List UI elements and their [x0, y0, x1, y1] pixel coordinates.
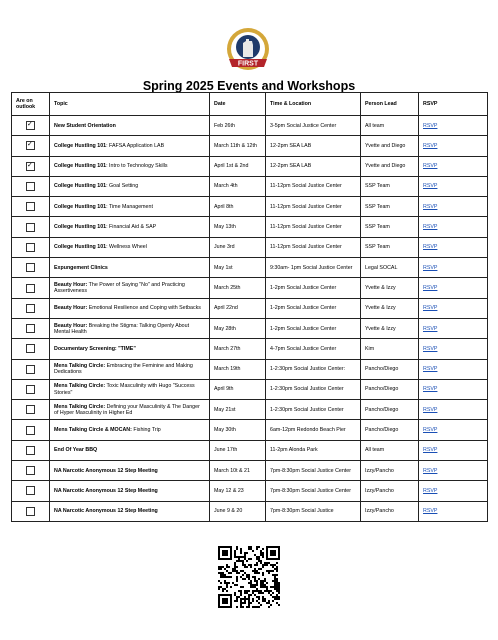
table-row: [12, 359, 488, 379]
topic-title: College Hustling 101: [54, 224, 107, 231]
rsvp-cell: [419, 481, 488, 501]
person-lead-cell: Yvette and Diego: [361, 136, 419, 156]
outlook-cell: [12, 258, 50, 278]
topic-subtitle: Toxic Masculinity with Hugo "Success Stories": [54, 383, 195, 396]
table-row: [12, 318, 488, 338]
outlook-cell: [12, 318, 50, 338]
table-header-row: [12, 93, 488, 116]
topic-title: NA Narcotic Anonymous 12 Step Meeting: [54, 467, 158, 474]
rsvp-link[interactable]: RSVP: [423, 122, 438, 129]
outlook-cell: [12, 176, 50, 196]
empty-checkbox[interactable]: [26, 405, 35, 414]
table-row: [12, 339, 488, 359]
topic-cell: [50, 501, 210, 521]
table-row: [12, 197, 488, 217]
topic-cell: [50, 156, 210, 176]
rsvp-cell: [419, 136, 488, 156]
topic-cell: [50, 136, 210, 156]
outlook-cell: [12, 400, 50, 420]
date-cell: May 21st: [210, 400, 266, 420]
empty-checkbox[interactable]: [26, 344, 35, 353]
rsvp-cell: [419, 359, 488, 379]
person-lead-cell: SSP Team: [361, 237, 419, 257]
date-cell: Feb 26th: [210, 116, 266, 136]
time-location-cell: 1-2pm Social Justice Center: [266, 278, 361, 298]
date-cell: June 3rd: [210, 237, 266, 257]
table-row: [12, 136, 488, 156]
date-cell: April 1st & 2nd: [210, 156, 266, 176]
column-header: Time & Location: [266, 93, 361, 116]
time-location-cell: 11-12pm Social Justice Center: [266, 176, 361, 196]
rsvp-cell: [419, 278, 488, 298]
empty-checkbox[interactable]: [26, 182, 35, 191]
topic-cell: [50, 237, 210, 257]
rsvp-link[interactable]: RSVP: [423, 183, 438, 190]
topic-cell: [50, 400, 210, 420]
empty-checkbox[interactable]: [26, 243, 35, 252]
time-location-cell: 1-2pm Social Justice Center: [266, 318, 361, 338]
checked-checkbox[interactable]: [26, 162, 35, 171]
time-location-cell: 1-2:30pm Social Justice Center:: [266, 359, 361, 379]
rsvp-cell: [419, 339, 488, 359]
empty-checkbox[interactable]: [26, 284, 35, 293]
topic-cell: [50, 461, 210, 481]
outlook-cell: [12, 501, 50, 521]
topic-subtitle: Breaking the Stigma: Talking Openly About Mental Health: [54, 322, 190, 335]
time-location-cell: 11-12pm Social Justice Center: [266, 237, 361, 257]
outlook-cell: [12, 481, 50, 501]
table-row: [12, 237, 488, 257]
topic-title: NA Narcotic Anonymous 12 Step Meeting: [54, 487, 158, 494]
column-header: Person Lead: [361, 93, 419, 116]
rsvp-link[interactable]: RSVP: [423, 284, 438, 291]
empty-checkbox[interactable]: [26, 324, 35, 333]
person-lead-cell: Kim: [361, 339, 419, 359]
checkmark-icon: ✓: [27, 121, 33, 129]
topic-subtitle: : Wellness Wheel: [106, 244, 147, 251]
column-header: Are on outlook: [12, 93, 50, 116]
rsvp-cell: [419, 461, 488, 481]
time-location-cell: 12-2pm SEA LAB: [266, 156, 361, 176]
person-lead-cell: SSP Team: [361, 217, 419, 237]
date-cell: May 28th: [210, 318, 266, 338]
time-location-cell: 6am-12pm Redondo Beach Pier: [266, 420, 361, 440]
topic-cell: [50, 298, 210, 318]
date-cell: June 9 & 20: [210, 501, 266, 521]
empty-checkbox[interactable]: [26, 202, 35, 211]
topic-title: College Hustling 101: [54, 142, 107, 149]
rsvp-cell: [419, 176, 488, 196]
empty-checkbox[interactable]: [26, 446, 35, 455]
topic-cell: [50, 318, 210, 338]
topic-cell: [50, 116, 210, 136]
date-cell: March 25th: [210, 278, 266, 298]
time-location-cell: 7pm-8:30pm Social Justice Center: [266, 461, 361, 481]
logo-text: FIRST: [237, 60, 259, 68]
date-cell: March 27th: [210, 339, 266, 359]
topic-cell: [50, 339, 210, 359]
rsvp-link[interactable]: RSVP: [423, 264, 438, 271]
rsvp-link[interactable]: RSVP: [423, 447, 438, 454]
outlook-cell: [12, 298, 50, 318]
date-cell: March 19th: [210, 359, 266, 379]
rsvp-cell: [419, 318, 488, 338]
checkmark-icon: ✓: [27, 141, 33, 149]
outlook-cell: [12, 116, 50, 136]
empty-checkbox[interactable]: [26, 385, 35, 394]
date-cell: April 8th: [210, 197, 266, 217]
rsvp-cell: [419, 217, 488, 237]
time-location-cell: 4-7pm Social Justice Center: [266, 339, 361, 359]
person-lead-cell: All team: [361, 440, 419, 460]
person-lead-cell: Pancho/Diego: [361, 400, 419, 420]
topic-cell: [50, 217, 210, 237]
table-row: [12, 481, 488, 501]
date-cell: May 1st: [210, 258, 266, 278]
topic-title: Beauty Hour:: [54, 305, 88, 312]
topic-cell: [50, 420, 210, 440]
rsvp-cell: [419, 501, 488, 521]
rsvp-cell: [419, 298, 488, 318]
rsvp-link[interactable]: RSVP: [423, 487, 438, 494]
empty-checkbox[interactable]: [26, 426, 35, 435]
topic-title: Beauty Hour:: [54, 322, 88, 329]
person-lead-cell: Izzy/Pancho: [361, 481, 419, 501]
topic-cell: [50, 278, 210, 298]
person-lead-cell: Izzy/Pancho: [361, 461, 419, 481]
topic-title: Mens Talking Circle:: [54, 383, 106, 390]
topic-cell: [50, 481, 210, 501]
outlook-cell: [12, 339, 50, 359]
date-cell: May 13th: [210, 217, 266, 237]
topic-title: Mens Talking Circle:: [54, 363, 106, 370]
person-lead-cell: Legal SOCAL: [361, 258, 419, 278]
column-header: Date: [210, 93, 266, 116]
empty-checkbox[interactable]: [26, 223, 35, 232]
topic-subtitle: : Time Management: [106, 203, 153, 210]
date-cell: April 9th: [210, 379, 266, 399]
events-table: [11, 92, 488, 522]
date-cell: March 4th: [210, 176, 266, 196]
topic-title: College Hustling 101: [54, 183, 107, 190]
rsvp-link[interactable]: RSVP: [423, 244, 438, 251]
column-header: RSVP: [419, 93, 488, 116]
topic-title: Mens Talking Circle & MOCAN:: [54, 427, 132, 434]
table-row: [12, 501, 488, 521]
rsvp-cell: [419, 258, 488, 278]
topic-subtitle: : Financial Aid & SAP: [106, 224, 157, 231]
person-lead-cell: Izzy/Pancho: [361, 501, 419, 521]
topic-cell: [50, 176, 210, 196]
empty-checkbox[interactable]: [26, 466, 35, 475]
rsvp-link[interactable]: RSVP: [423, 345, 438, 352]
checkmark-icon: ✓: [27, 161, 33, 169]
outlook-cell: [12, 136, 50, 156]
outlook-cell: [12, 379, 50, 399]
table-row: [12, 258, 488, 278]
topic-title: NA Narcotic Anonymous 12 Step Meeting: [54, 508, 158, 515]
table-row: [12, 278, 488, 298]
time-location-cell: 7pm-8:30pm Social Justice: [266, 501, 361, 521]
empty-checkbox[interactable]: [26, 263, 35, 272]
topic-subtitle: Embracing the Feminine and Making Dedications: [54, 363, 193, 376]
rsvp-link[interactable]: RSVP: [423, 366, 438, 373]
time-location-cell: 1-2pm Social Justice Center: [266, 298, 361, 318]
person-lead-cell: Pancho/Diego: [361, 379, 419, 399]
outlook-cell: [12, 217, 50, 237]
outlook-cell: [12, 237, 50, 257]
rsvp-link[interactable]: RSVP: [423, 508, 438, 515]
table-row: [12, 440, 488, 460]
time-location-cell: 1-2:30pm Social Justice Center: [266, 379, 361, 399]
topic-title: Documentary Screening: "TIME": [54, 345, 136, 352]
date-cell: June 17th: [210, 440, 266, 460]
topic-title: New Student Orientation: [54, 122, 116, 129]
topic-title: College Hustling 101: [54, 244, 107, 251]
person-lead-cell: Pancho/Diego: [361, 420, 419, 440]
topic-cell: [50, 197, 210, 217]
time-location-cell: 9:30am- 1pm Social Justice Center: [266, 258, 361, 278]
table-row: [12, 298, 488, 318]
table-row: [12, 176, 488, 196]
date-cell: May 12 & 23: [210, 481, 266, 501]
table-row: [12, 217, 488, 237]
date-cell: March 11th & 12th: [210, 136, 266, 156]
topic-subtitle: Fishing Trip: [131, 427, 161, 434]
time-location-cell: 7pm-8:30pm Social Justice Center: [266, 481, 361, 501]
rsvp-link[interactable]: RSVP: [423, 386, 438, 393]
person-lead-cell: Yvette & Izzy: [361, 278, 419, 298]
rsvp-link[interactable]: RSVP: [423, 467, 438, 474]
first-program-logo: [225, 27, 271, 73]
empty-checkbox[interactable]: [26, 304, 35, 313]
time-location-cell: 11-2pm Alonda Park: [266, 440, 361, 460]
rsvp-link[interactable]: RSVP: [423, 142, 438, 149]
outlook-cell: [12, 278, 50, 298]
rsvp-cell: [419, 400, 488, 420]
rsvp-cell: [419, 237, 488, 257]
topic-subtitle: : Intro to Technology Skills: [106, 163, 168, 170]
outlook-cell: [12, 156, 50, 176]
page-title: Spring 2025 Events and Workshops: [142, 79, 356, 93]
person-lead-cell: Yvette & Izzy: [361, 298, 419, 318]
qr-code: [218, 546, 280, 608]
empty-checkbox[interactable]: [26, 507, 35, 516]
topic-title: End Of Year BBQ: [54, 447, 98, 454]
time-location-cell: 11-12pm Social Justice Center: [266, 217, 361, 237]
column-header: Topic: [50, 93, 210, 116]
rsvp-link[interactable]: RSVP: [423, 163, 438, 170]
time-location-cell: 11-12pm Social Justice Center: [266, 197, 361, 217]
person-lead-cell: Yvette and Diego: [361, 156, 419, 176]
topic-subtitle: : Goal Setting: [106, 183, 139, 190]
rsvp-link[interactable]: RSVP: [423, 203, 438, 210]
checked-checkbox[interactable]: [26, 121, 35, 130]
person-lead-cell: Yvette & Izzy: [361, 318, 419, 338]
rsvp-cell: [419, 116, 488, 136]
rsvp-cell: [419, 379, 488, 399]
person-lead-cell: SSP Team: [361, 197, 419, 217]
topic-cell: [50, 379, 210, 399]
topic-subtitle: Emotional Resilience and Coping with Setbacks: [87, 305, 201, 312]
rsvp-cell: [419, 420, 488, 440]
rsvp-link[interactable]: RSVP: [423, 427, 438, 434]
table-row: [12, 400, 488, 420]
topic-title: Beauty Hour:: [54, 281, 88, 288]
table-row: [12, 379, 488, 399]
table-row: [12, 156, 488, 176]
table-row: [12, 461, 488, 481]
time-location-cell: 12-2pm SEA LAB: [266, 136, 361, 156]
outlook-cell: [12, 420, 50, 440]
empty-checkbox[interactable]: [26, 365, 35, 374]
date-cell: March 10t & 21: [210, 461, 266, 481]
date-cell: April 22nd: [210, 298, 266, 318]
rsvp-link[interactable]: RSVP: [423, 406, 438, 413]
topic-title: College Hustling 101: [54, 163, 107, 170]
rsvp-link[interactable]: RSVP: [423, 305, 438, 312]
date-cell: May 30th: [210, 420, 266, 440]
topic-title: College Hustling 101: [54, 203, 107, 210]
rsvp-cell: [419, 197, 488, 217]
topic-subtitle: The Power of Saying "No" and Practicing Assertiveness: [54, 281, 185, 295]
rsvp-cell: [419, 156, 488, 176]
person-lead-cell: SSP Team: [361, 176, 419, 196]
checked-checkbox[interactable]: [26, 141, 35, 150]
topic-subtitle: Defining your Masculinity & The Danger of Hyper Masculinity in Higher Ed: [54, 403, 200, 416]
outlook-cell: [12, 359, 50, 379]
topic-cell: [50, 440, 210, 460]
outlook-cell: [12, 440, 50, 460]
table-row: [12, 420, 488, 440]
outlook-cell: [12, 461, 50, 481]
outlook-cell: [12, 197, 50, 217]
empty-checkbox[interactable]: [26, 486, 35, 495]
topic-title: Mens Talking Circle:: [54, 403, 106, 410]
rsvp-cell: [419, 440, 488, 460]
time-location-cell: 1-2:30pm Social Justice Center: [266, 400, 361, 420]
rsvp-link[interactable]: RSVP: [423, 325, 438, 332]
topic-title: Expungement Clinics: [54, 264, 108, 271]
topic-subtitle: : FAFSA Application LAB: [106, 142, 165, 149]
person-lead-cell: All team: [361, 116, 419, 136]
topic-cell: [50, 258, 210, 278]
table-row: [12, 116, 488, 136]
person-lead-cell: Pancho/Diego: [361, 359, 419, 379]
time-location-cell: 3-5pm Social Justice Center: [266, 116, 361, 136]
topic-cell: [50, 359, 210, 379]
rsvp-link[interactable]: RSVP: [423, 224, 438, 231]
